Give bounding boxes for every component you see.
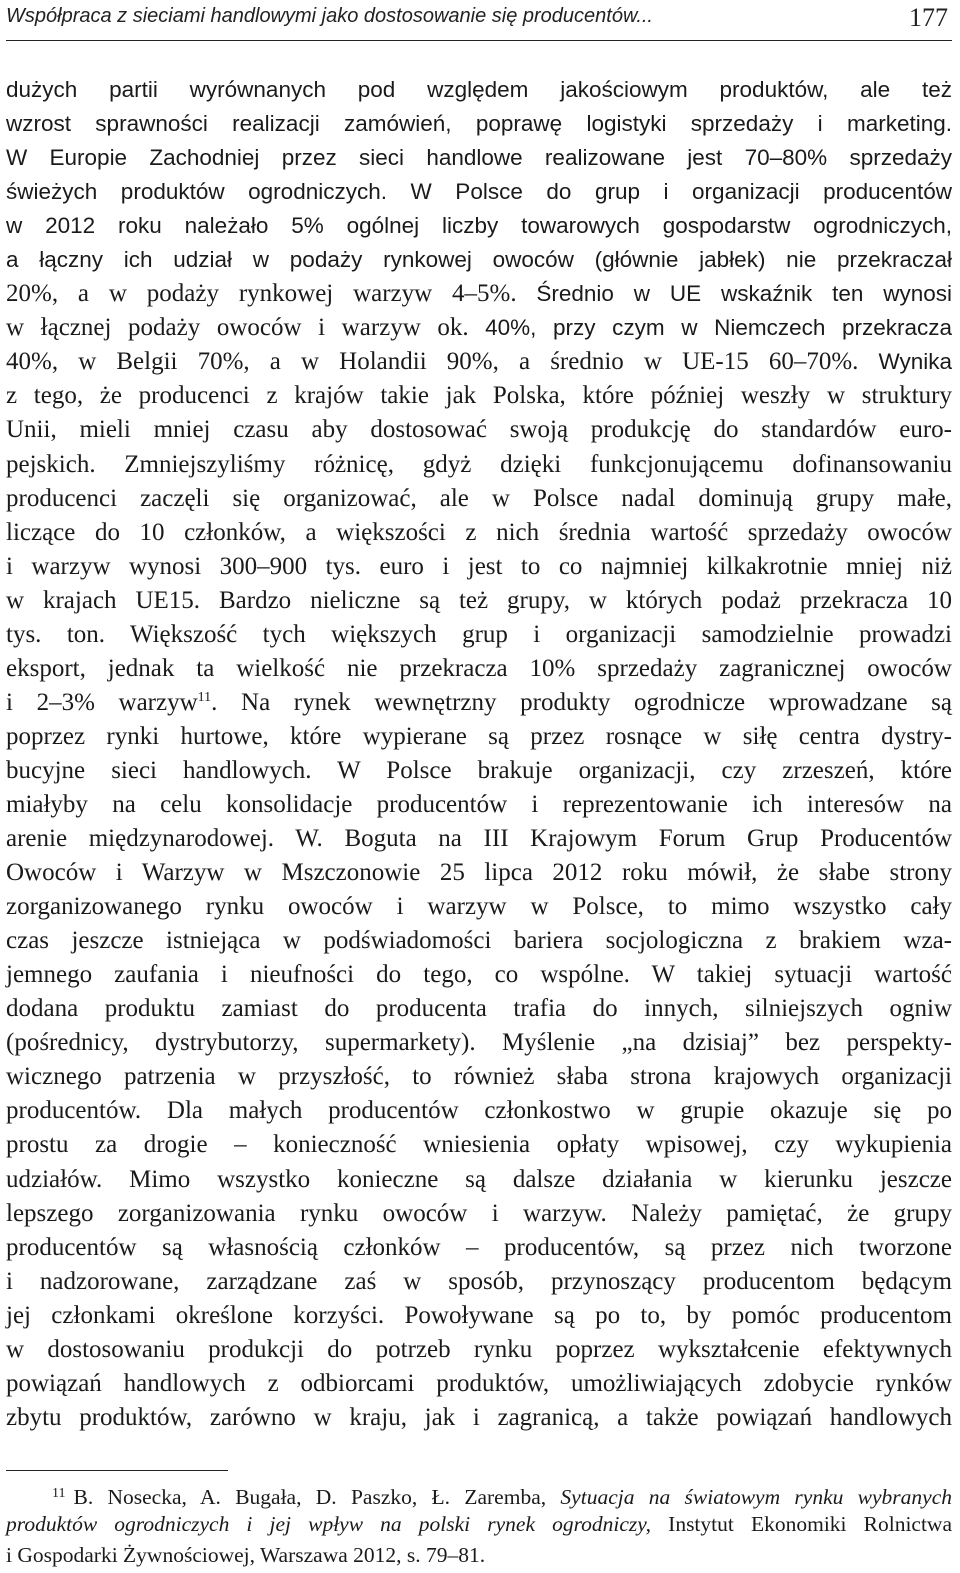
- running-title: Współpraca z sieciami handlowymi jako dostosowanie się producentów...: [6, 5, 653, 27]
- text-line: [6, 448, 952, 482]
- text-line: (pośrednicy, dystrybutorzy, supermarkety). Myślenie „na dzisiaj” bez perspekty-: [6, 1029, 952, 1057]
- text-line: poprzez rynki hurtowe, które wypierane są przez rosnące w siłę centra dystry-: [6, 722, 952, 750]
- footnote-reference[interactable]: 11: [197, 689, 212, 705]
- text-line: jej członkami określone korzyści. Powoływane są po to, by pomóc producentom: [6, 1301, 952, 1329]
- text-line: [6, 277, 952, 311]
- text-segment: świeżych produktów ogrodniczych.: [6, 179, 387, 205]
- text-line: Owoców i Warzyw w Mszczonowie 25 lipca 2012 roku mówił, że słabe strony: [6, 859, 952, 887]
- text-segment: Wynika: [878, 349, 953, 375]
- text-line: zorganizowanego rynku owoców i warzyw w Polsce, to mimo wszystko cały: [6, 893, 952, 921]
- footnote-number: 11: [52, 1486, 66, 1501]
- text-line: lepszego zorganizowania rynku owoców i warzyw. Należy pamiętać, że grupy: [6, 1199, 952, 1227]
- text-segment: i 2–3% warzyw: [6, 688, 198, 716]
- footnote-line: i Gospodarki Żywnościowej, Warszawa 2012, s. 79–81.: [6, 1543, 486, 1567]
- text-line: dodana produktu zamiast do producenta trafia do innych, silniejszych ogniw: [6, 995, 952, 1023]
- text-line: [6, 311, 952, 345]
- footnote-publisher: Instytut Ekonomiki Rolnictwa: [668, 1512, 952, 1536]
- footnote-authors: B. Nosecka, A. Bugała, D. Paszko, Ł. Zaremba,: [73, 1485, 547, 1509]
- text-line: w 2012 roku należało 5% ogólnej liczby towarowych gospodarstw ogrodniczych,: [6, 213, 952, 239]
- text-line: miałyby na celu konsolidacje producentów i reprezentowanie ich interesów na: [6, 790, 952, 818]
- text-line: eksport, jednak ta wielkość nie przekracza 10% sprzedaży zagranicznej owoców: [6, 654, 952, 682]
- text-line: arenie międzynarodowej. W. Boguta na III Krajowym Forum Grup Producentów: [6, 825, 952, 853]
- text-line: w krajach UE15. Bardzo nieliczne są też grupy, w których podaż przekracza 10: [6, 586, 952, 614]
- text-segment: . Na rynek wewnętrzny produkty ogrodnicze wprowadzane są: [211, 688, 952, 716]
- page-header: [6, 0, 952, 41]
- text-line: W Europie Zachodniej przez sieci handlowe realizowane jest 70–80% sprzedaży: [6, 145, 952, 171]
- text-line: bucyjne sieci handlowych. W Polsce brakuje organizacji, czy zrzeszeń, które: [6, 756, 952, 784]
- text-segment: W Polsce do grup i organizacji producentów: [410, 179, 952, 205]
- text-line: wzrost sprawności realizacji zamówień, poprawę logistyki sprzedaży i marketing.: [6, 111, 952, 137]
- footnote-line: [6, 1478, 952, 1509]
- text-line: i nadzorowane, zarządzane zaś w sposób, przynoszący producentom będącym: [6, 1267, 952, 1295]
- text-line: a łączny ich udział w podaży rynkowej owoców (głównie jabłek) nie przekraczał: [6, 247, 952, 273]
- footnote-title: Sytuacja na światowym rynku wybranych: [560, 1485, 952, 1509]
- text-line: wicznego patrzenia w przyszłość, to również słaba strona krajowych organizacji: [6, 1063, 952, 1091]
- text-line: zbytu produktów, zarówno w kraju, jak i zagranicą, a także powiązań handlowych: [6, 1403, 952, 1431]
- text-line: Unii, mieli mniej czasu aby dostosować swoją produkcję do standardów euro-: [6, 416, 952, 444]
- text-line: dużych partii wyrównanych pod względem jakościowym produktów, ale też: [6, 77, 952, 102]
- footnote-title: produktów ogrodniczych i jej wpływ na polski rynek ogrodniczy,: [6, 1512, 652, 1536]
- text-segment: Średnio w UE wskaźnik ten wynosi: [536, 281, 953, 307]
- text-line: z tego, że producenci z krajów takie jak Polska, które później weszły w struktury: [6, 382, 952, 410]
- text-line: producentów są własnością członków – producentów, są przez nich tworzone: [6, 1233, 952, 1261]
- text-segment: pejskich.: [6, 450, 96, 478]
- text-line: czas jeszcze istniejąca w podświadomości bariera socjologiczna z brakiem wza-: [6, 927, 952, 955]
- body-text: [6, 73, 952, 1435]
- text-segment: 40%, przy czym w Niemczech przekracza: [485, 315, 952, 341]
- text-line: prostu za drogie – konieczność wniesienia opłaty wpisowej, czy wykupienia: [6, 1131, 952, 1159]
- document-page: [6, 0, 952, 1573]
- text-line: i warzyw wynosi 300–900 tys. euro i jest to co najmniej kilkakrotnie mniej niż: [6, 552, 952, 580]
- text-segment: 40%, w Belgii 70%, a w Holandii 90%, a średnio w UE-15 60–70%.: [6, 348, 859, 376]
- text-line: [6, 345, 952, 379]
- text-line: w dostosowaniu produkcji do potrzeb rynku poprzez wykształcenie efektywnych: [6, 1335, 952, 1363]
- text-line: jemnego zaufania i nieufności do tego, co wspólne. W takiej sytuacji wartość: [6, 961, 952, 989]
- text-segment: w łącznej podaży owoców i warzyw ok.: [6, 314, 469, 342]
- text-line: tys. ton. Większość tych większych grup i organizacji samodzielnie prowadzi: [6, 620, 952, 648]
- text-line: producenci zaczęli się organizować, ale w Polsce nadal dominują grupy małe,: [6, 484, 952, 512]
- text-line: liczące do 10 członków, a większości z nich średnia wartość sprzedaży owoców: [6, 518, 952, 546]
- footnote: [6, 1478, 952, 1571]
- text-segment: 20%, a w podaży rynkowej warzyw 4–5%.: [6, 280, 517, 308]
- text-line: udziałów. Mimo wszystko konieczne są dalsze działania w kierunku jeszcze: [6, 1165, 952, 1193]
- footnote-separator: [6, 1470, 228, 1471]
- text-line: [6, 175, 952, 209]
- text-line: powiązań handlowych z odbiorcami produktów, umożliwiających zdobycie rynków: [6, 1369, 952, 1397]
- footnote-line: [6, 1509, 952, 1540]
- text-segment: Zmniejszyliśmy różnicę, gdyż dzięki funkcjonującemu dofinansowaniu: [124, 450, 953, 478]
- text-line: [6, 686, 952, 720]
- page-number: 177: [909, 3, 948, 32]
- text-line: producentów. Dla małych producentów członkostwo w grupie okazuje się po: [6, 1097, 952, 1125]
